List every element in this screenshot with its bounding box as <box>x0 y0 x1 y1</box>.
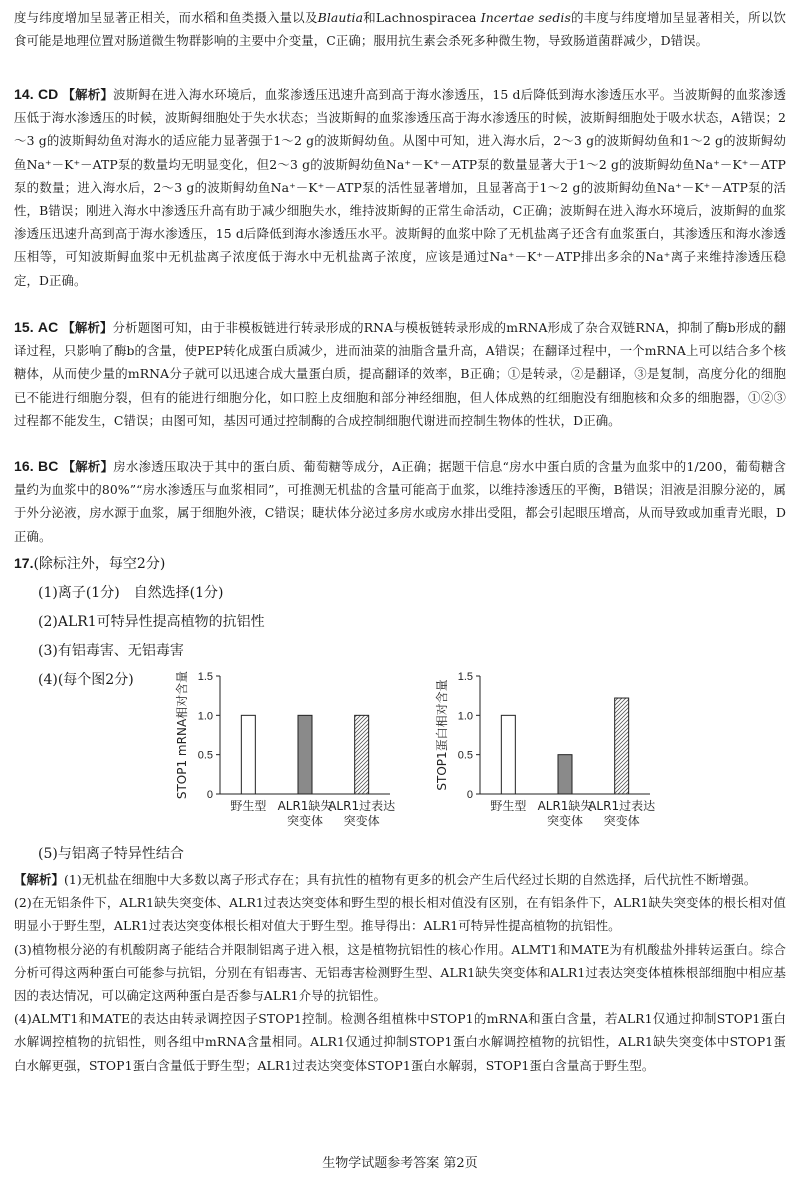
bar-1 <box>241 715 255 794</box>
category-label: 突变体 <box>286 814 324 828</box>
y-tick-label: 0.5 <box>197 749 213 762</box>
q17-answer-5: (5)与铝离子特异性结合 <box>38 846 184 862</box>
q14-choice: CD <box>37 86 59 102</box>
category-label: 野生型 <box>230 799 267 813</box>
bar-2 <box>558 755 572 794</box>
q17-exp-2: (2)在无铝条件下，ALR1缺失突变体、ALR1过表达突变体和野生型的根长相对值没有区别，在有铝条件下，ALR1缺失突变体的根长相对值明显小于野生型，ALR1过表达突变体根长相对值大于野生型。推导得出：ALR1可特异性提高植物的抗铝性。 <box>14 895 786 934</box>
q17-tag: 【解析】 <box>14 872 64 887</box>
q17-answer-5-wrap <box>14 840 786 869</box>
category-label: ALR1缺失 <box>537 799 593 813</box>
q15-text: 分析题图可知，由于非模板链进行转录形成的RNA与模板链转录形成的mRNA形成了杂合双链RNA，抑制了酶b形成的翻译过程，只影响了酶b的含量，使PEP转化成蛋白质减少，进而油菜的油脂含量升高，A错误；在翻译过程中，一个mRNA上可以结合多个核糖体，从而使少量的mRNA分子就可以迅速合成大量蛋白质，提高翻译的效率，B正确；①是转录，②是翻译，③是复制，高度分化的细胞已不能进行细胞分裂，但有的能进行细胞分化，如口腔上皮细胞和部分神经细胞，但人体成熟的红细胞没有细胞核和众多的细胞器，①②③过程都不能发生，C错误；由图可知，基因可通过控制酶的合成控制细胞代谢进而控制生物体的性状，D正确。 <box>14 320 786 428</box>
q14-number: 14. <box>14 86 34 102</box>
q17-answer-2: (2)ALR1可特异性提高植物的抗铝性 <box>38 614 265 630</box>
y-tick-label: 1.0 <box>197 710 213 723</box>
chart-svg <box>420 664 670 840</box>
page-footer: 生物学试题参考答案 第2页 <box>322 1156 478 1171</box>
q17-answer-3: (3)有铝毒害、无铝毒害 <box>38 643 184 659</box>
q16-answer <box>14 455 786 548</box>
bar-2 <box>298 715 312 794</box>
q17-header: 17.(除标注外，每空2分) <box>14 555 166 572</box>
chart-svg <box>160 664 410 840</box>
category-label: 突变体 <box>603 814 640 828</box>
q13-line-1: 度与纬度增加呈显著正相关，而水稻和鱼类摄入量以及Blautia和Lachnospiracea Incertae sedis的丰度与纬度增加呈显著相关，所以饮食可能是地理位置对肠道微生物群影响的主要中介变量，C正确；服用抗生素会杀死多种微生物，导致肠道菌群减少，D错误。 <box>14 10 786 49</box>
category-label: 野生型 <box>490 799 527 813</box>
q17-answer-1: (1)离子(1分) 自然选择(1分) <box>38 585 224 601</box>
q17-exp-1: (1)无机盐在细胞中大多数以离子形式存在；具有抗性的植物有更多的机会产生后代经过长期的自然选择，后代抗性不断增强。 <box>63 872 757 887</box>
y-tick-label: 0 <box>466 789 473 801</box>
stop1-protein-chart <box>420 664 670 840</box>
category-label: 突变体 <box>546 814 584 828</box>
q15-tag: 【解析】 <box>62 320 113 335</box>
y-tick-label: 1.0 <box>457 710 473 723</box>
y-tick-label: 1.5 <box>197 671 213 683</box>
q17-exp-3: (3)植物根分泌的有机酸阴离子能结合并限制铝离子进入根，这是植物抗铝性的核心作用。ALMT1和MATE为有机酸盐外排转运蛋白。综合分析可得这两种蛋白可能参与抗铝，分别在有铝毒害、无铝毒害检测野生型、ALR1缺失突变体和ALR1过表达突变体植株根部细胞中相应基因的表达情况，可以确定这两种蛋白是否参与ALR1介导的抗铝性。 <box>14 941 786 1004</box>
q14-answer <box>14 83 786 292</box>
q15-answer <box>14 316 786 432</box>
q14-tag: 【解析】 <box>62 87 114 102</box>
q16-number: 16. <box>14 458 34 474</box>
q16-choice: BC <box>37 458 59 474</box>
q16-tag: 【解析】 <box>62 459 114 474</box>
y-tick-label: 0.5 <box>457 749 473 762</box>
bar-3 <box>615 698 629 794</box>
stop1-mrna-chart <box>160 664 410 840</box>
q14-text: 波斯鲟在进入海水环境后，血浆渗透压迅速升高到高于海水渗透压，15 d后降低到海水渗透压水平。当波斯鲟的血浆渗透压低于海水渗透压的时候，波斯鲟细胞处于失水状态；当波斯鲟的血浆渗透压高于海水渗透压的时候，波斯鲟细胞处于吸水状态，A错误；2～3 g的波斯鲟幼鱼对海水的适应能力显著强于1～2 g的波斯鲟幼鱼。从图中可知，进入海水后，2～3 g的波斯鲟幼鱼和1～2 g的波斯鲟幼鱼Na⁺－K⁺－ATP泵的数量均无明显变化，但2～3 g的波斯鲟幼鱼Na⁺－K⁺－ATP泵的数量显著大于1～2 g的波斯鲟幼鱼Na⁺－K⁺－ATP泵的数量；进入海水后，2～3 g的波斯鲟幼鱼Na⁺－K⁺－ATP泵的活性显著增加，且显著高于1～2 g的波斯鲟幼鱼Na⁺－K⁺－ATP泵的活性，B错误；刚进入海水中渗透压升高有助于减少细胞失水，维持波斯鲟的正常生命活动，C正确；波斯鲟在进入海水环境后，波斯鲟的血浆渗透压迅速升高到高于海水渗透压，15 d后降低到海水渗透压水平。波斯鲟的血浆中除了无机盐离子还含有血浆蛋白，其渗透压和海水渗透压相等，可知波斯鲟血浆中无机盐离子浓度低于海水中无机盐离子浓度，应该是通过Na⁺－K⁺－ATP排出多余的Na⁺离子来维持渗透压稳定，D正确。 <box>14 87 786 288</box>
bar-1 <box>501 715 515 794</box>
y-tick-label: 0 <box>206 789 213 801</box>
q15-choice: AC <box>37 319 59 335</box>
category-label: 突变体 <box>343 814 380 828</box>
q13-explanation-tail <box>14 6 786 52</box>
category-label: ALR1缺失 <box>277 799 333 813</box>
category-label: ALR1过表达 <box>328 799 396 813</box>
q17-answer-4: (4)(每个图2分) <box>38 672 134 688</box>
q17-exp-4: (4)ALMT1和MATE的表达由转录调控因子STOP1控制。检测各组植株中STOP1的mRNA和蛋白含量，若ALR1仅通过抑制STOP1蛋白水解调控植物的抗铝性，则各组中mRNA含量相同。ALR1仅通过抑制STOP1蛋白水解调控植物的抗铝性，ALR1缺失突变体中STOP1蛋白水解更强，STOP1蛋白含量低于野生型；ALR1过表达突变体STOP1蛋白水解弱，STOP1蛋白含量高于野生型。 <box>14 1011 786 1073</box>
y-tick-label: 1.5 <box>457 671 473 683</box>
q15-number: 15. <box>14 319 34 335</box>
bar-3 <box>355 715 369 794</box>
y-axis-label: STOP1蛋白相对含量 <box>435 679 449 791</box>
y-axis-label: STOP1 mRNA相对含量 <box>175 670 189 800</box>
q16-text: 房水渗透压取决于其中的蛋白质、葡萄糖等成分，A正确；据题干信息“房水中蛋白质的含量为血浆中的1/200，葡萄糖含量约为血浆中的80%”“房水渗透压与血浆相同”，可推测无机盐的含量可能高于血浆，以维持渗透压的平衡，B错误；泪液是泪腺分泌的，属于外分泌液，房水源于血浆，属于细胞外液，C错误；睫状体分泌过多房水或房水排出受阻，都会引起眼压增高，从而导致或加重青光眼，D正确。 <box>14 459 786 544</box>
category-label: ALR1过表达 <box>588 799 656 813</box>
q17-explanation <box>14 868 786 1077</box>
